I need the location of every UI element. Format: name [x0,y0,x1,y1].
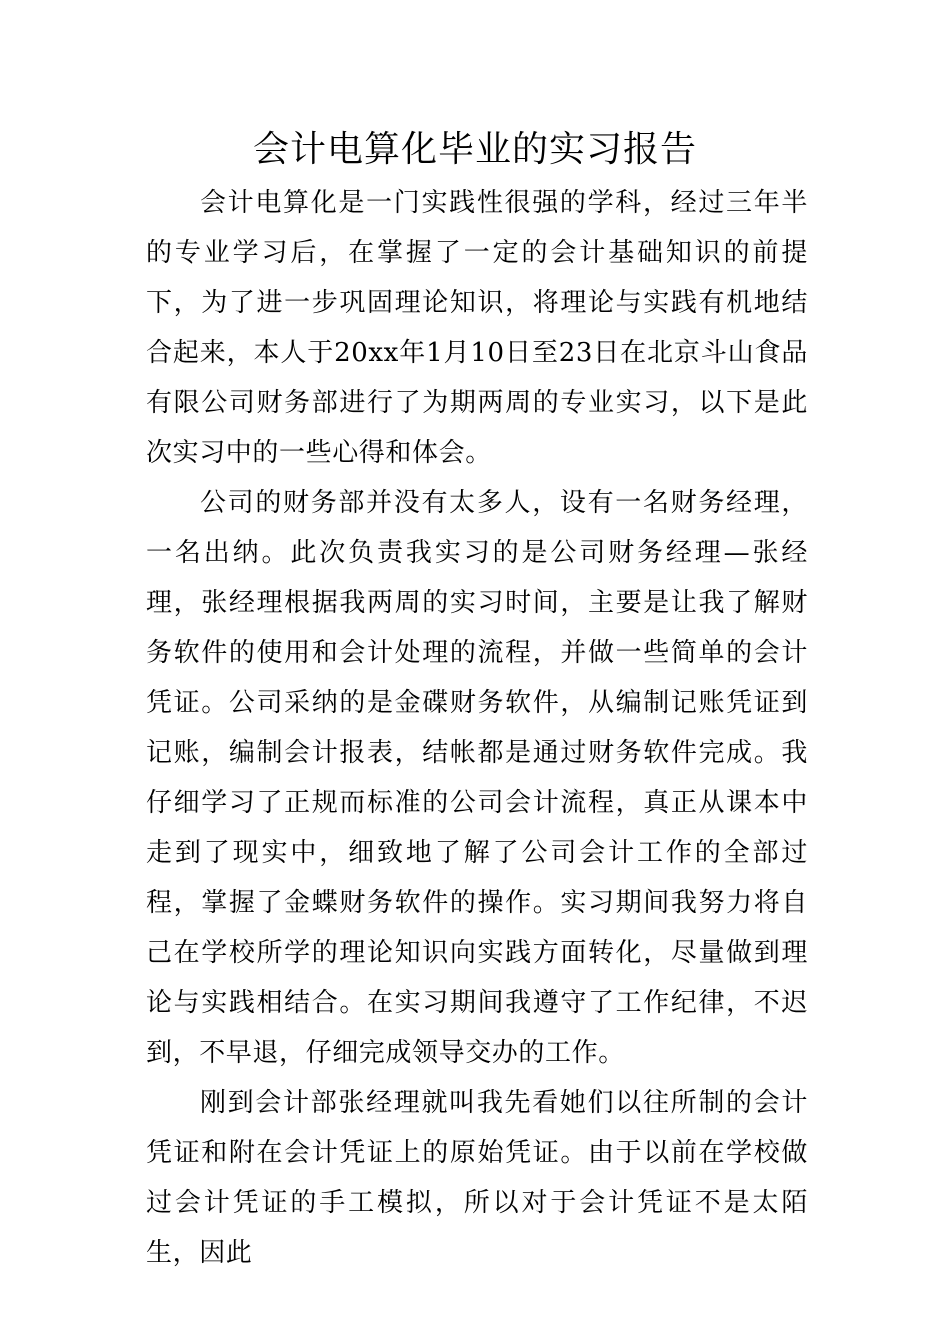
paragraph-1: 会计电算化是一门实践性很强的学科，经过三年半的专业学习后，在掌握了一定的会计基础知识的前提下，为了进一步巩固理论知识，将理论与实践有机地结合起来，本人于20xx年1月10日至23日在北京斗山食品有限公司财务部进行了为期两周的专业实习，以下是此次实习中的一些心得和体会。 [146,188,808,468]
document-body [146,178,808,1278]
document-title: 会计电算化毕业的实习报告 [252,129,697,170]
paragraph-3: 刚到会计部张经理就叫我先看她们以往所制的会计凭证和附在会计凭证上的原始凭证。由于以前在学校做过会计凭证的手工模拟，所以对于会计凭证不是太陌生，因此 [146,1088,808,1268]
paragraph-2: 公司的财务部并没有太多人，设有一名财务经理，一名出纳。此次负责我实习的是公司财务经理—张经理，张经理根据我两周的实习时间，主要是让我了解财务软件的使用和会计处理的流程，并做一些简单的会计凭证。公司采纳的是金碟财务软件，从编制记账凭证到记账，编制会计报表，结帐都是通过财务软件完成。我仔细学习了正规而标准的公司会计流程，真正从课本中走到了现实中，细致地了解了公司会计工作的全部过程，掌握了金蝶财务软件的操作。实习期间我努力将自己在学校所学的理论知识向实践方面转化，尽量做到理论与实践相结合。在实习期间我遵守了工作纪律，不迟到，不早退，仔细完成领导交办的工作。 [146,488,808,1068]
